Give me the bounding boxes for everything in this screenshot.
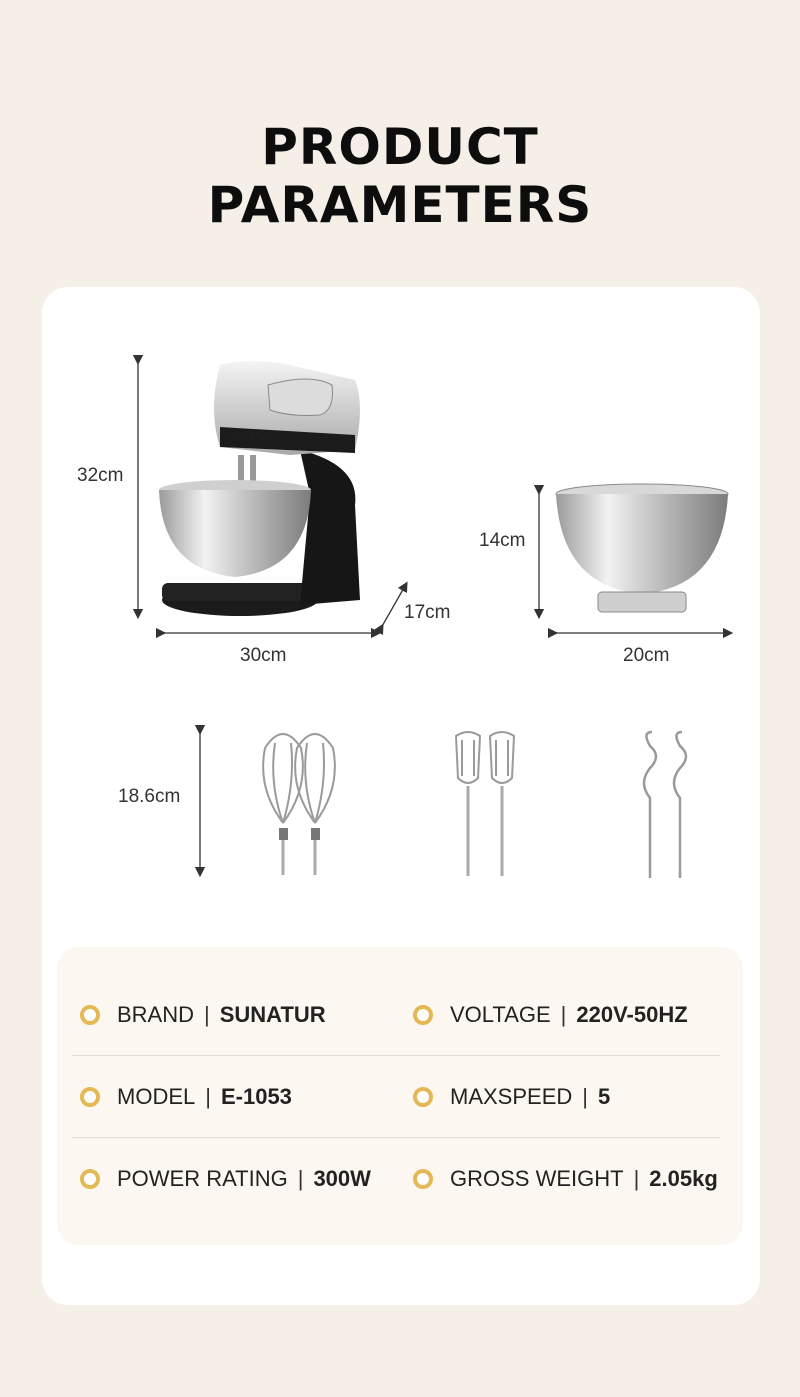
param-separator: | [582,1084,588,1109]
mixer-width-label: 30cm [240,645,287,666]
param-value: 2.05kg [649,1166,718,1191]
bowl-width-label: 20cm [623,645,670,666]
bullet-icon [80,1169,100,1189]
parameters-panel [57,947,743,1245]
param-label: MODEL [117,1084,196,1109]
accessory-length-label: 18.6cm [118,786,181,807]
param-label: GROSS WEIGHT [450,1166,624,1191]
param-label: MAXSPEED [450,1084,573,1109]
param-value: SUNATUR [219,1002,326,1027]
param-model [80,1057,292,1137]
param-voltage [413,975,688,1055]
bowl-height-label: 14cm [479,530,526,551]
param-gross-weight [413,1139,718,1219]
bullet-icon [80,1005,100,1025]
dough-hook-icon [634,728,694,882]
mixer-depth-arrow [381,586,405,628]
param-maxspeed [413,1057,610,1137]
bullet-icon [80,1087,100,1107]
whisk-icon [255,728,345,878]
param-row [72,1139,720,1219]
param-row [72,975,720,1056]
param-separator: | [560,1002,567,1027]
param-brand [80,975,326,1055]
stand-mixer-image [150,355,370,620]
param-label: BRAND [117,1002,195,1027]
mixer-depth-label: 17cm [404,602,451,623]
param-value: 5 [597,1084,611,1109]
param-separator: | [633,1166,640,1191]
param-label: VOLTAGE [450,1002,551,1027]
param-value: E-1053 [220,1084,292,1109]
bullet-icon [413,1169,433,1189]
bullet-icon [413,1005,433,1025]
param-row [72,1057,720,1138]
bullet-icon [413,1087,433,1107]
param-separator: | [297,1166,304,1191]
title-line-1: PRODUCT [261,118,539,176]
bowl-image [553,482,731,617]
mixer-height-label: 32cm [77,465,124,486]
param-label: POWER RATING [117,1166,288,1191]
param-power-rating [80,1139,371,1219]
title-line-2: PARAMETERS [207,176,593,234]
beater-icon [450,728,522,880]
param-separator: | [204,1002,210,1027]
param-value: 220V-50HZ [576,1002,688,1027]
device-brand-text: SUNATUR [230,431,273,441]
param-value: 300W [313,1166,371,1191]
param-separator: | [205,1084,211,1109]
